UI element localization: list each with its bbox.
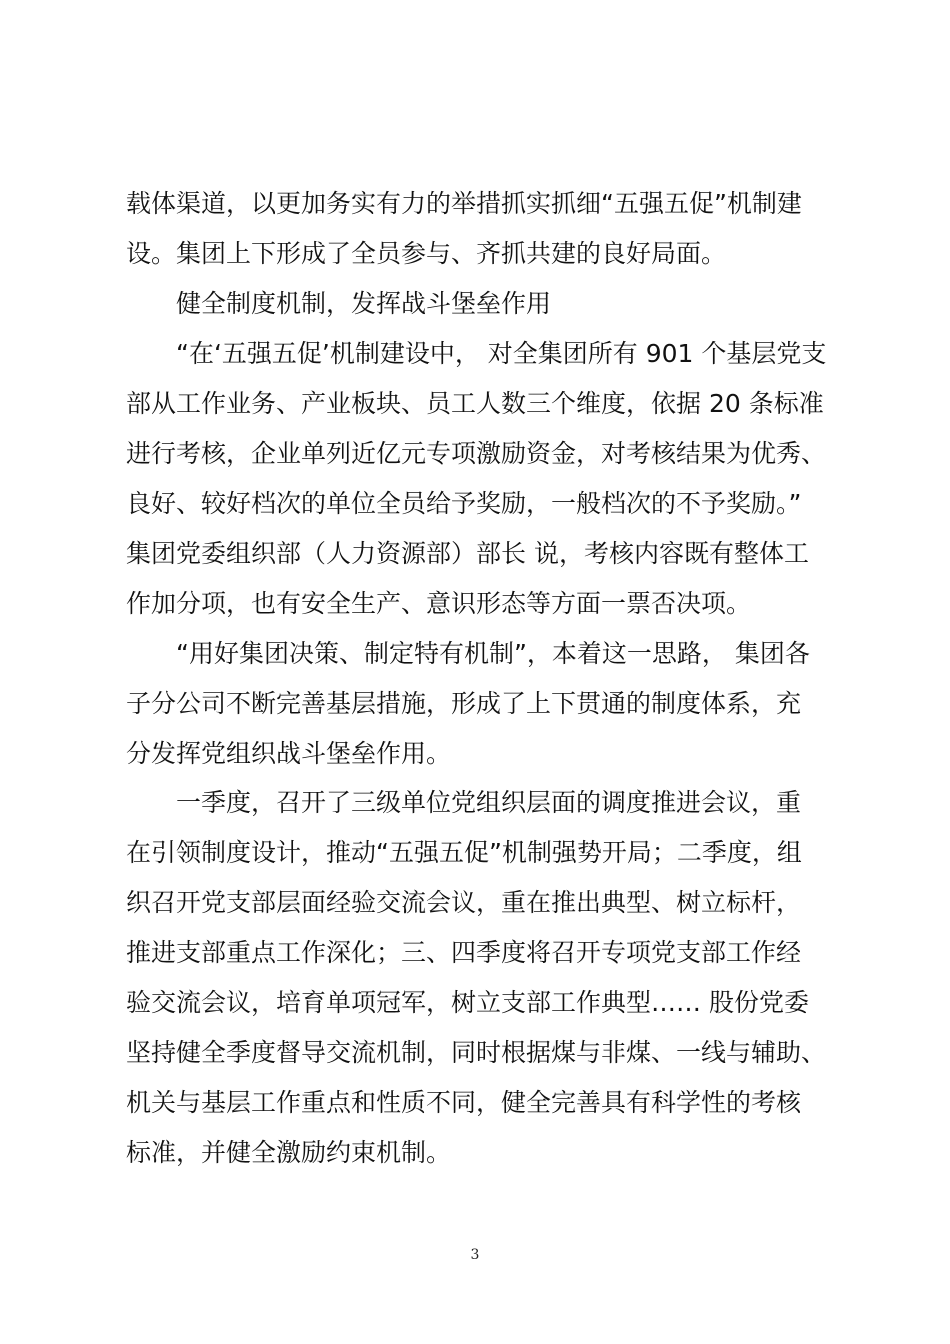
paragraph-line: 子分公司不断完善基层措施，形成了上下贯通的制度体系，充 <box>126 689 802 718</box>
paragraph-line: 良好、较好档次的单位全员给予奖励，一般档次的不予奖励。” <box>126 489 802 518</box>
paragraph-line: 作加分项，也有安全生产、意识形态等方面一票否决项。 <box>126 589 752 618</box>
paragraph-line: 织召开党支部层面经验交流会议，重在推出典型、树立标杆， <box>126 888 802 917</box>
paragraph-line: 集团党委组织部（人力资源部）部长 说，考核内容既有整体工 <box>126 539 809 568</box>
paragraph-line: 标准，并健全激励约束机制。 <box>126 1138 452 1167</box>
paragraph-line: 坚持健全季度督导交流机制，同时根据煤与非煤、一线与辅助、 <box>126 1038 827 1067</box>
paragraph-line: 机关与基层工作重点和性质不同，健全完善具有科学性的考核 <box>126 1088 802 1117</box>
paragraph-line: “用好集团决策、制定特有机制”，本着这一思路， 集团各 <box>176 639 810 668</box>
paragraph-line: 进行考核，企业单列近亿元专项激励资金，对考核结果为优秀、 <box>126 439 827 468</box>
paragraph-line: 推进支部重点工作深化；三、四季度将召开专项党支部工作经 <box>126 938 802 967</box>
paragraph-line: 一季度，召开了三级单位党组织层面的调度推进会议，重 <box>176 788 802 817</box>
paragraph-line: 载体渠道，以更加务实有力的举措抓实抓细“五强五促”机制建 <box>126 189 802 218</box>
paragraph-line: 部从工作业务、产业板块、员工人数三个维度，依据 20 条标准 <box>126 389 824 418</box>
paragraph-line: 分发挥党组织战斗堡垒作用。 <box>126 739 452 768</box>
paragraph-line: 在引领制度设计，推动“五强五促”机制强势开局；二季度，组 <box>126 838 802 867</box>
paragraph-line: 设。集团上下形成了全员参与、齐抓共建的良好局面。 <box>126 239 727 268</box>
section-heading: 健全制度机制，发挥战斗堡垒作用 <box>176 289 552 318</box>
page-number: 3 <box>470 1247 480 1263</box>
paragraph-line: “在‘五强五促’机制建设中， 对全集团所有 901 个基层党支 <box>176 339 827 368</box>
paragraph-line: 验交流会议，培育单项冠军，树立支部工作典型…… 股份党委 <box>126 988 809 1017</box>
